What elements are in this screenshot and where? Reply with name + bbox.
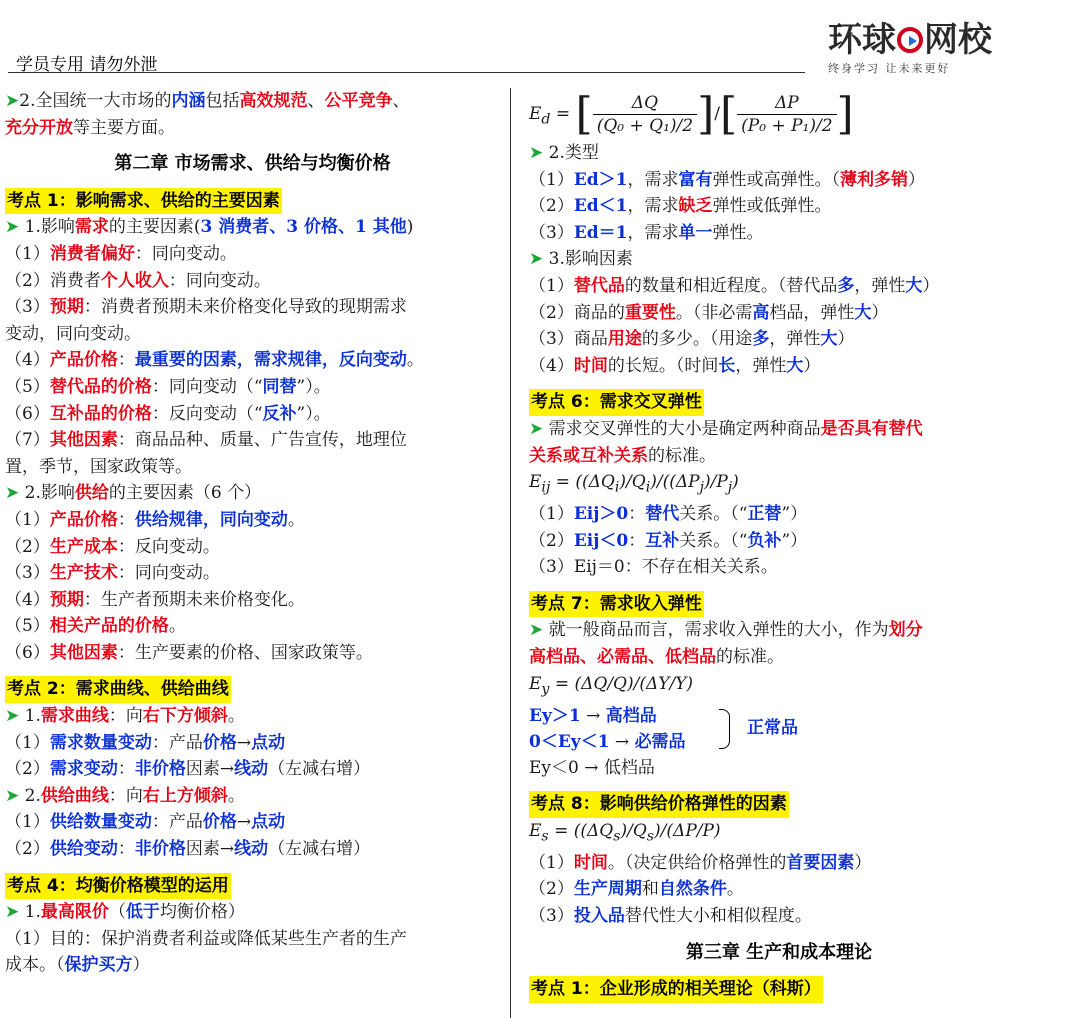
- list-item: （1）消费者偏好：同向变动。: [5, 243, 237, 264]
- header-rule: [8, 72, 805, 73]
- arrow-icon: ➤: [529, 418, 544, 439]
- arrow-icon: ➤: [5, 483, 20, 504]
- list-item: （2）生产成本：反向变动。: [5, 536, 220, 557]
- column-divider: [510, 88, 511, 1018]
- list-item: （2）需求变动：非价格因素→线动（左减右增）: [5, 759, 371, 780]
- list-item: ➤ 2.供给曲线：向右上方倾斜。: [5, 785, 245, 806]
- header-confidential-text: 学员专用 请勿外泄: [16, 55, 158, 75]
- section-heading: 考点 1：影响需求、供给的主要因素: [5, 188, 282, 215]
- chapter-title: 第三章 生产和成本理论: [685, 941, 873, 963]
- list-item: ➤ 1.影响需求的主要因素(3 消费者、3 价格、1 其他): [5, 217, 414, 238]
- arrow-icon: ➤: [5, 706, 20, 727]
- brand-logo: [828, 20, 998, 80]
- arrow-icon: ➤: [529, 143, 544, 163]
- list-item: （5）替代品的价格：同向变动（“同替”）。: [5, 376, 331, 397]
- arrow-icon: ➤: [5, 785, 20, 806]
- list-item: ➤ 1.需求曲线：向右下方倾斜。: [5, 706, 245, 727]
- list-item: （1）Eij＞0：替代关系。（“正替”）: [529, 504, 808, 525]
- list-item: （4）预期：生产者预期未来价格变化。: [5, 589, 305, 610]
- section-heading: 考点 8：影响供给价格弹性的因素: [529, 791, 789, 818]
- arrow-icon: ➤: [5, 217, 20, 238]
- chapter-title: 第二章 市场需求、供给与均衡价格: [114, 153, 391, 175]
- list-item: （3）Eij＝0：不存在相关关系。: [529, 557, 778, 578]
- list-item: （1）需求数量变动：产品价格→点动: [5, 732, 286, 753]
- list-item: （6）其他因素：生产要素的价格、国家政策等。: [5, 642, 373, 663]
- list-item: Ey＜0 → 低档品: [529, 757, 655, 778]
- list-item: ➤ 3.影响因素: [529, 249, 633, 270]
- intro-line: ➤2.全国统一大市场的内涵包括高效规范、公平竞争、: [5, 91, 410, 111]
- section-heading: 考点 7：需求收入弹性: [529, 591, 704, 618]
- right-column: [529, 88, 1029, 1003]
- play-icon: [897, 27, 923, 53]
- list-item: ➤ 1.最高限价（低于均衡价格）: [5, 902, 245, 923]
- list-item: 高档品、必需品、低档品的标准。: [529, 647, 784, 668]
- list-item: ➤ 就一般商品而言，需求收入弹性的大小，作为划分: [529, 620, 923, 641]
- arrow-icon: ➤: [5, 902, 20, 923]
- left-column: [5, 88, 500, 979]
- arrow-icon: ➤: [5, 91, 20, 111]
- list-item: （4）时间的长短。（时间长，弹性大）: [529, 355, 821, 376]
- section-heading: 考点 4：均衡价格模型的运用: [5, 873, 231, 900]
- list-item: ➤ 2.影响供给的主要因素（6 个）: [5, 483, 262, 504]
- list-item: 变动，同向变动。: [5, 323, 141, 344]
- section-heading: 考点 2：需求曲线、供给曲线: [5, 676, 231, 703]
- list-item: （3）Ed＝1，需求单一弹性。: [529, 222, 764, 243]
- list-item: （3）商品用途的多少。（用途多，弹性大）: [529, 329, 855, 350]
- list-item: （2）商品的重要性。（非必需高档品，弹性大）: [529, 302, 889, 323]
- list-item: ➤ 2.类型: [529, 143, 599, 163]
- list-item: （7）其他因素：商品品种、质量、广告宣传，地理位: [5, 430, 407, 451]
- arrow-icon: ➤: [529, 249, 544, 270]
- section-heading: 考点 1：企业形成的相关理论（科斯）: [529, 976, 823, 1003]
- list-item: （1）供给数量变动：产品价格→点动: [5, 812, 286, 833]
- list-item: （1）产品价格：供给规律，同向变动。: [5, 509, 305, 530]
- list-item: （2）Eij＜0：互补关系。（“负补”）: [529, 530, 808, 551]
- list-item: （2）Ed＜1，需求缺乏弹性或低弹性。: [529, 196, 832, 217]
- list-item: （4）产品价格：最重要的因素，需求规律，反向变动。: [5, 350, 424, 371]
- supply-elasticity-formula: $E_s = ((\Delta Q_s)/Q_s)/(\Delta P/P)$: [529, 820, 721, 845]
- list-item: （6）互补品的价格：反向变动（“反补”）。: [5, 403, 331, 424]
- normal-goods-label: 正常品: [747, 717, 798, 738]
- list-item: （1）目的：保护消费者利益或降低某些生产者的生产: [5, 928, 407, 949]
- list-item: （1）Ed＞1，需求富有弹性或高弹性。（薄利多销）: [529, 169, 926, 190]
- elasticity-formula: $E_d$ = [ $\frac{\Delta Q}{\text{(Q₀ + Q₁)/2}}$ ]/[ $\frac{\Delta P}{\text{(P₀ + P₁)/2}}$ ]: [529, 88, 854, 140]
- section-heading: 考点 6：需求交叉弹性: [529, 389, 704, 416]
- list-item: 成本。（保护买方）: [5, 955, 150, 976]
- list-item: （3）预期：消费者预期未来价格变化导致的现期需求: [5, 297, 407, 318]
- normal-goods-group: Ey＞1 → 高档品 0＜Ey＜1 → 必需品 正常品: [529, 705, 798, 752]
- list-item: （2）生产周期和自然条件。: [529, 879, 744, 900]
- list-item: （1）时间。（决定供给价格弹性的首要因素）: [529, 852, 872, 873]
- cross-elasticity-formula: $E_{ij} = ((\Delta Q_i)/Q_i)/((\Delta P_j)/P_j)$: [529, 472, 739, 496]
- list-item: （2）供给变动：非价格因素→线动（左减右增）: [5, 839, 371, 860]
- intro-line: 充分开放等主要方面。: [5, 117, 175, 138]
- logo-text-2: 网校: [924, 20, 992, 60]
- list-item: （1）替代品的数量和相近程度。（替代品多，弹性大）: [529, 275, 940, 296]
- list-item: 置，季节，国家政策等。: [5, 456, 192, 477]
- list-item: 关系或互补关系的标准。: [529, 445, 716, 466]
- logo-text-1: 环球: [828, 20, 896, 60]
- list-item: （5）相关产品的价格。: [5, 616, 186, 637]
- logo-slogan: 终身学习 让未来更好: [828, 62, 951, 75]
- arrow-icon: ➤: [529, 620, 544, 641]
- brace-icon: [719, 709, 730, 749]
- list-item: （3）投入品替代性大小和相似程度。: [529, 906, 812, 927]
- income-elasticity-formula: $E_y = (\Delta Q/Q)/(\Delta Y/Y)$: [529, 673, 694, 698]
- list-item: （2）消费者个人收入：同向变动。: [5, 270, 271, 291]
- list-item: （3）生产技术：同向变动。: [5, 563, 220, 584]
- list-item: ➤ 需求交叉弹性的大小是确定两种商品是否具有替代: [529, 418, 923, 439]
